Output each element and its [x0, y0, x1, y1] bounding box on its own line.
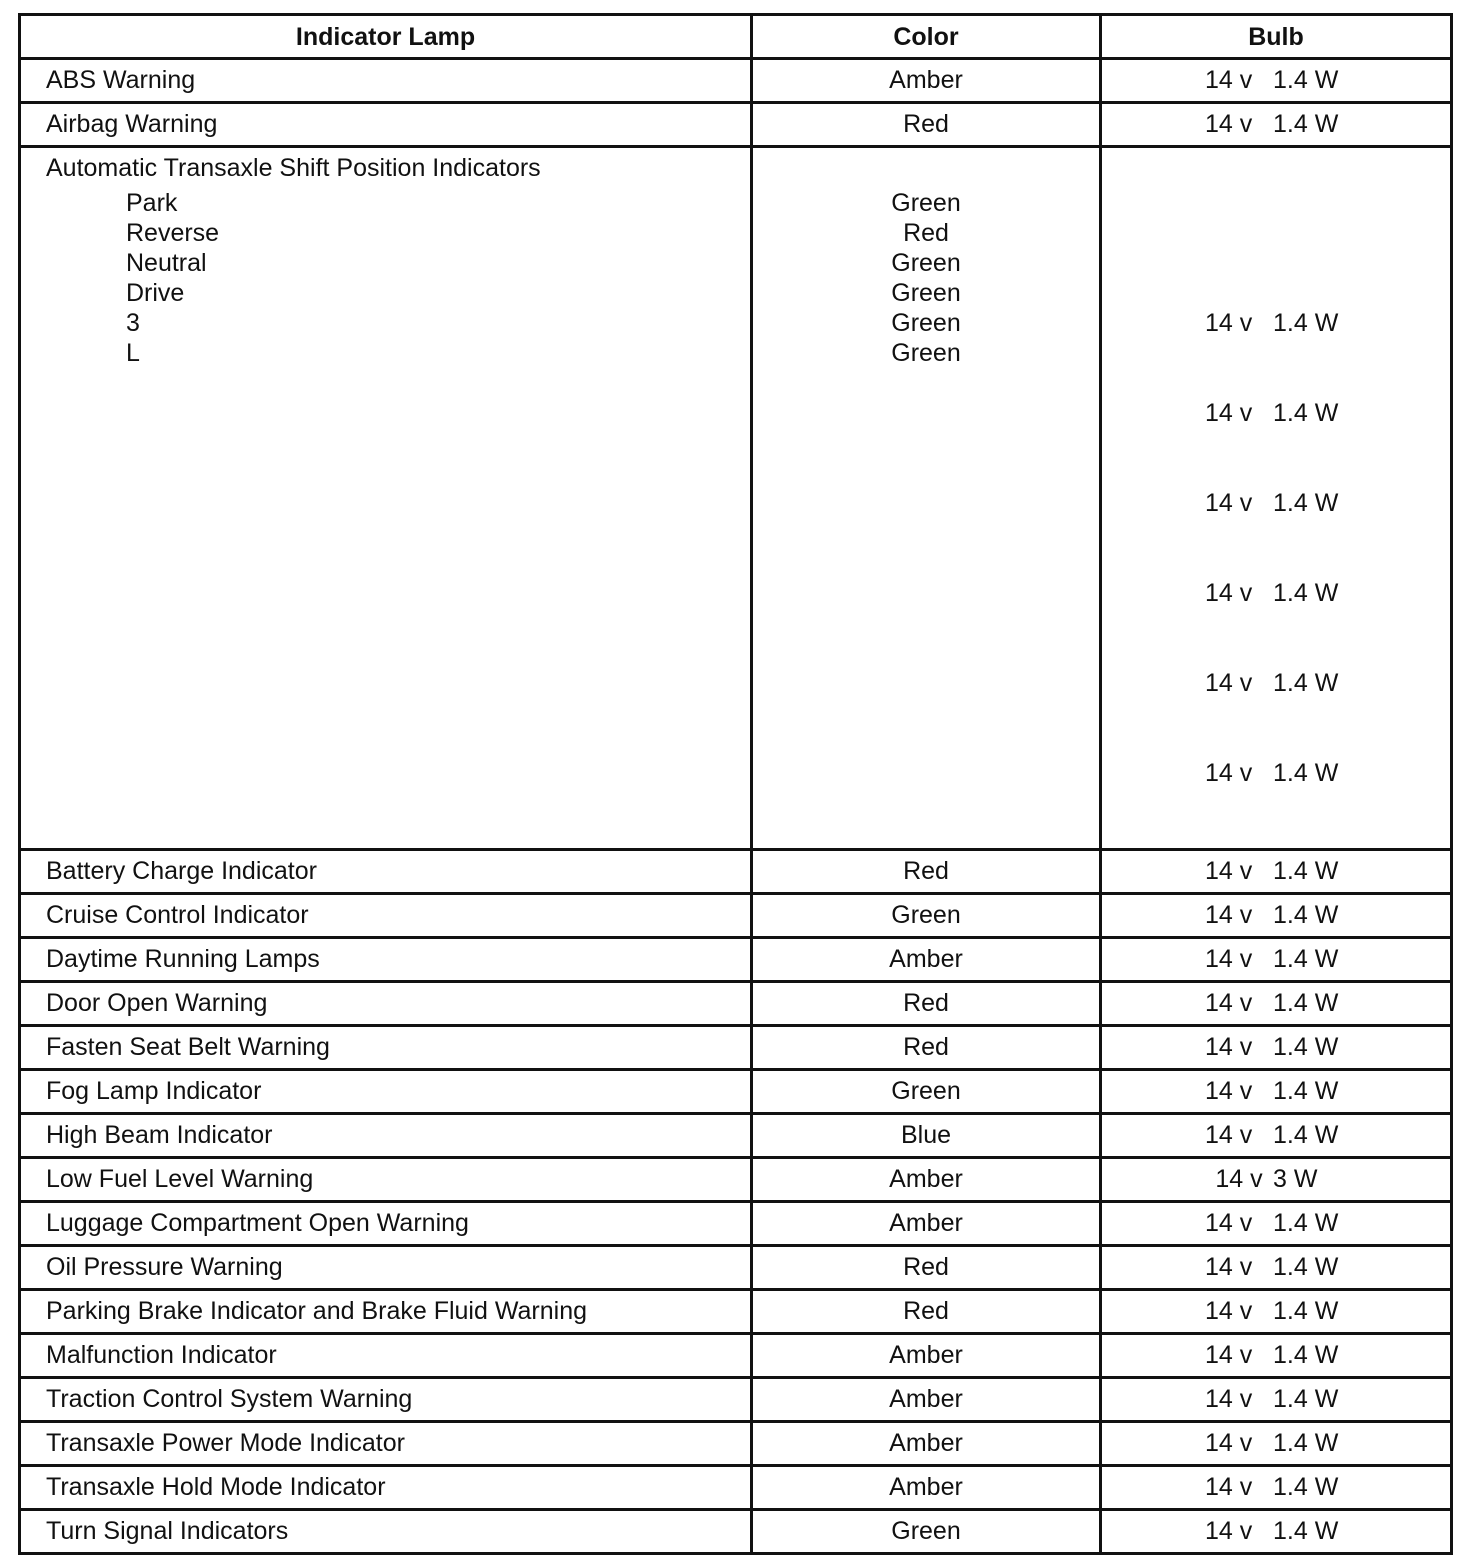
lamp-name: Luggage Compartment Open Warning	[20, 1202, 752, 1246]
shift-item-bulb	[1102, 578, 1450, 608]
lamp-color: Amber	[752, 59, 1101, 103]
bulb-wattage: 1.4 W	[1273, 1517, 1339, 1545]
table-row	[20, 1510, 1452, 1554]
lamp-name: Battery Charge Indicator	[20, 850, 752, 894]
lamp-name: Traction Control System Warning	[20, 1378, 752, 1422]
bulb-voltage: 14 v	[1205, 1429, 1253, 1457]
lamp-name: Fasten Seat Belt Warning	[20, 1026, 752, 1070]
table-row	[20, 1246, 1452, 1290]
bulb-wattage: 1.4 W	[1273, 857, 1339, 885]
bulb-wattage: 1.4 W	[1273, 309, 1339, 337]
bulb-wattage: 1.4 W	[1273, 1253, 1339, 1281]
table-row	[20, 938, 1452, 982]
table-row	[20, 982, 1452, 1026]
shift-item-lamp: L	[126, 339, 140, 367]
shift-group-title: Automatic Transaxle Shift Position Indicators	[46, 154, 541, 182]
bulb-voltage: 14 v	[1205, 1033, 1253, 1061]
table-row	[20, 850, 1452, 894]
bulb-wattage: 1.4 W	[1273, 1077, 1339, 1105]
table-row	[20, 1070, 1452, 1114]
lamp-color: Red	[752, 982, 1101, 1026]
bulb-wattage: 1.4 W	[1273, 1429, 1339, 1457]
lamp-color: Red	[752, 1246, 1101, 1290]
lamp-color: Green	[752, 1510, 1101, 1554]
shift-group-colors	[752, 147, 1101, 850]
lamp-color: Amber	[752, 1378, 1101, 1422]
table-row	[20, 1114, 1452, 1158]
table-row	[20, 1026, 1452, 1070]
bulb-voltage: 14 v	[1205, 1077, 1253, 1105]
lamp-bulb	[1101, 1114, 1452, 1158]
shift-item-bulb	[1102, 668, 1450, 698]
header-color: Color	[752, 15, 1101, 59]
lamp-name: Parking Brake Indicator and Brake Fluid Warning	[20, 1290, 752, 1334]
lamp-name: Airbag Warning	[20, 103, 752, 147]
shift-item-bulb	[1102, 758, 1450, 788]
lamp-name: Low Fuel Level Warning	[20, 1158, 752, 1202]
bulb-wattage: 1.4 W	[1273, 110, 1339, 138]
table-row	[20, 894, 1452, 938]
bulb-wattage: 1.4 W	[1273, 901, 1339, 929]
lamp-bulb	[1101, 982, 1452, 1026]
indicator-lamp-table	[18, 13, 1453, 1555]
lamp-bulb	[1101, 938, 1452, 982]
bulb-wattage: 1.4 W	[1273, 66, 1339, 94]
lamp-color: Amber	[752, 1202, 1101, 1246]
shift-item-bulb	[1102, 488, 1450, 518]
lamp-name: Cruise Control Indicator	[20, 894, 752, 938]
bulb-wattage: 1.4 W	[1273, 1473, 1339, 1501]
bulb-voltage: 14 v	[1205, 901, 1253, 929]
bulb-wattage: 1.4 W	[1273, 1209, 1339, 1237]
bulb-voltage: 14 v	[1205, 579, 1253, 607]
bulb-voltage: 14 v	[1205, 1209, 1253, 1237]
lamp-color: Green	[752, 1070, 1101, 1114]
lamp-bulb	[1101, 1290, 1452, 1334]
table-row	[20, 59, 1452, 103]
lamp-color: Green	[752, 894, 1101, 938]
table-row	[20, 1422, 1452, 1466]
bulb-voltage: 14 v	[1205, 1297, 1253, 1325]
bulb-voltage: 14 v	[1215, 1165, 1263, 1193]
header-indicator-lamp: Indicator Lamp	[20, 15, 752, 59]
lamp-name: Turn Signal Indicators	[20, 1510, 752, 1554]
lamp-color: Amber	[752, 1466, 1101, 1510]
bulb-wattage: 3 W	[1273, 1165, 1318, 1193]
bulb-wattage: 1.4 W	[1273, 759, 1339, 787]
bulb-voltage: 14 v	[1205, 399, 1253, 427]
lamp-color: Blue	[752, 1114, 1101, 1158]
lamp-name: Door Open Warning	[20, 982, 752, 1026]
lamp-name: Fog Lamp Indicator	[20, 1070, 752, 1114]
bulb-voltage: 14 v	[1205, 759, 1253, 787]
table-row	[20, 1378, 1452, 1422]
bulb-voltage: 14 v	[1205, 1341, 1253, 1369]
lamp-color: Amber	[752, 1422, 1101, 1466]
shift-position-group-row	[20, 147, 1452, 850]
lamp-bulb	[1101, 894, 1452, 938]
lamp-bulb	[1101, 1466, 1452, 1510]
lamp-bulb	[1101, 103, 1452, 147]
shift-item-lamp: Reverse	[126, 219, 220, 247]
lamp-bulb	[1101, 1334, 1452, 1378]
lamp-bulb	[1101, 1202, 1452, 1246]
lamp-color: Amber	[752, 1158, 1101, 1202]
table-row	[20, 1202, 1452, 1246]
table-row	[20, 1290, 1452, 1334]
table-row	[20, 1158, 1452, 1202]
shift-item-color: Green	[891, 189, 961, 217]
shift-item-lamp: 3	[126, 309, 140, 337]
bulb-wattage: 1.4 W	[1273, 1385, 1339, 1413]
bulb-wattage: 1.4 W	[1273, 1341, 1339, 1369]
shift-item-color: Green	[891, 279, 961, 307]
header-bulb: Bulb	[1101, 15, 1452, 59]
lamp-bulb	[1101, 1510, 1452, 1554]
shift-item-color: Green	[891, 249, 961, 277]
header-row	[20, 15, 1452, 59]
lamp-color: Amber	[752, 1334, 1101, 1378]
bulb-voltage: 14 v	[1205, 945, 1253, 973]
lamp-color: Red	[752, 1290, 1101, 1334]
bulb-voltage: 14 v	[1205, 66, 1253, 94]
bulb-wattage: 1.4 W	[1273, 1297, 1339, 1325]
lamp-bulb	[1101, 1378, 1452, 1422]
shift-item-color: Green	[891, 309, 961, 337]
shift-group-lamps	[20, 147, 752, 850]
bulb-wattage: 1.4 W	[1273, 989, 1339, 1017]
bulb-voltage: 14 v	[1205, 1121, 1253, 1149]
shift-item-bulb	[1102, 308, 1450, 338]
bulb-voltage: 14 v	[1205, 489, 1253, 517]
bulb-voltage: 14 v	[1205, 110, 1253, 138]
lamp-bulb	[1101, 1070, 1452, 1114]
lamp-name: High Beam Indicator	[20, 1114, 752, 1158]
bulb-voltage: 14 v	[1205, 989, 1253, 1017]
lamp-color: Red	[752, 850, 1101, 894]
lamp-bulb	[1101, 850, 1452, 894]
bulb-voltage: 14 v	[1205, 1253, 1253, 1281]
bulb-wattage: 1.4 W	[1273, 669, 1339, 697]
shift-group-bulbs	[1101, 147, 1452, 850]
bulb-wattage: 1.4 W	[1273, 399, 1339, 427]
lamp-color: Amber	[752, 938, 1101, 982]
lamp-bulb	[1101, 1026, 1452, 1070]
table-row	[20, 1466, 1452, 1510]
bulb-voltage: 14 v	[1205, 309, 1253, 337]
lamp-name: ABS Warning	[20, 59, 752, 103]
lamp-bulb	[1101, 1246, 1452, 1290]
shift-item-color: Red	[903, 219, 949, 247]
lamp-color: Red	[752, 103, 1101, 147]
bulb-voltage: 14 v	[1205, 857, 1253, 885]
bulb-wattage: 1.4 W	[1273, 1121, 1339, 1149]
table-row	[20, 1334, 1452, 1378]
bulb-voltage: 14 v	[1205, 669, 1253, 697]
lamp-bulb	[1101, 1422, 1452, 1466]
lamp-name: Transaxle Hold Mode Indicator	[20, 1466, 752, 1510]
bulb-voltage: 14 v	[1205, 1385, 1253, 1413]
bulb-voltage: 14 v	[1205, 1473, 1253, 1501]
lamp-name: Malfunction Indicator	[20, 1334, 752, 1378]
bulb-wattage: 1.4 W	[1273, 945, 1339, 973]
bulb-voltage: 14 v	[1205, 1517, 1253, 1545]
bulb-wattage: 1.4 W	[1273, 579, 1339, 607]
shift-item-color: Green	[891, 339, 961, 367]
shift-item-lamp: Park	[126, 189, 178, 217]
lamp-bulb	[1101, 59, 1452, 103]
bulb-wattage: 1.4 W	[1273, 1033, 1339, 1061]
shift-item-lamp: Neutral	[126, 249, 207, 277]
lamp-name: Daytime Running Lamps	[20, 938, 752, 982]
lamp-name: Transaxle Power Mode Indicator	[20, 1422, 752, 1466]
table-row	[20, 103, 1452, 147]
bulb-wattage: 1.4 W	[1273, 489, 1339, 517]
shift-item-bulb	[1102, 398, 1450, 428]
lamp-color: Red	[752, 1026, 1101, 1070]
lamp-bulb	[1101, 1158, 1452, 1202]
lamp-name: Oil Pressure Warning	[20, 1246, 752, 1290]
shift-item-lamp: Drive	[126, 279, 185, 307]
